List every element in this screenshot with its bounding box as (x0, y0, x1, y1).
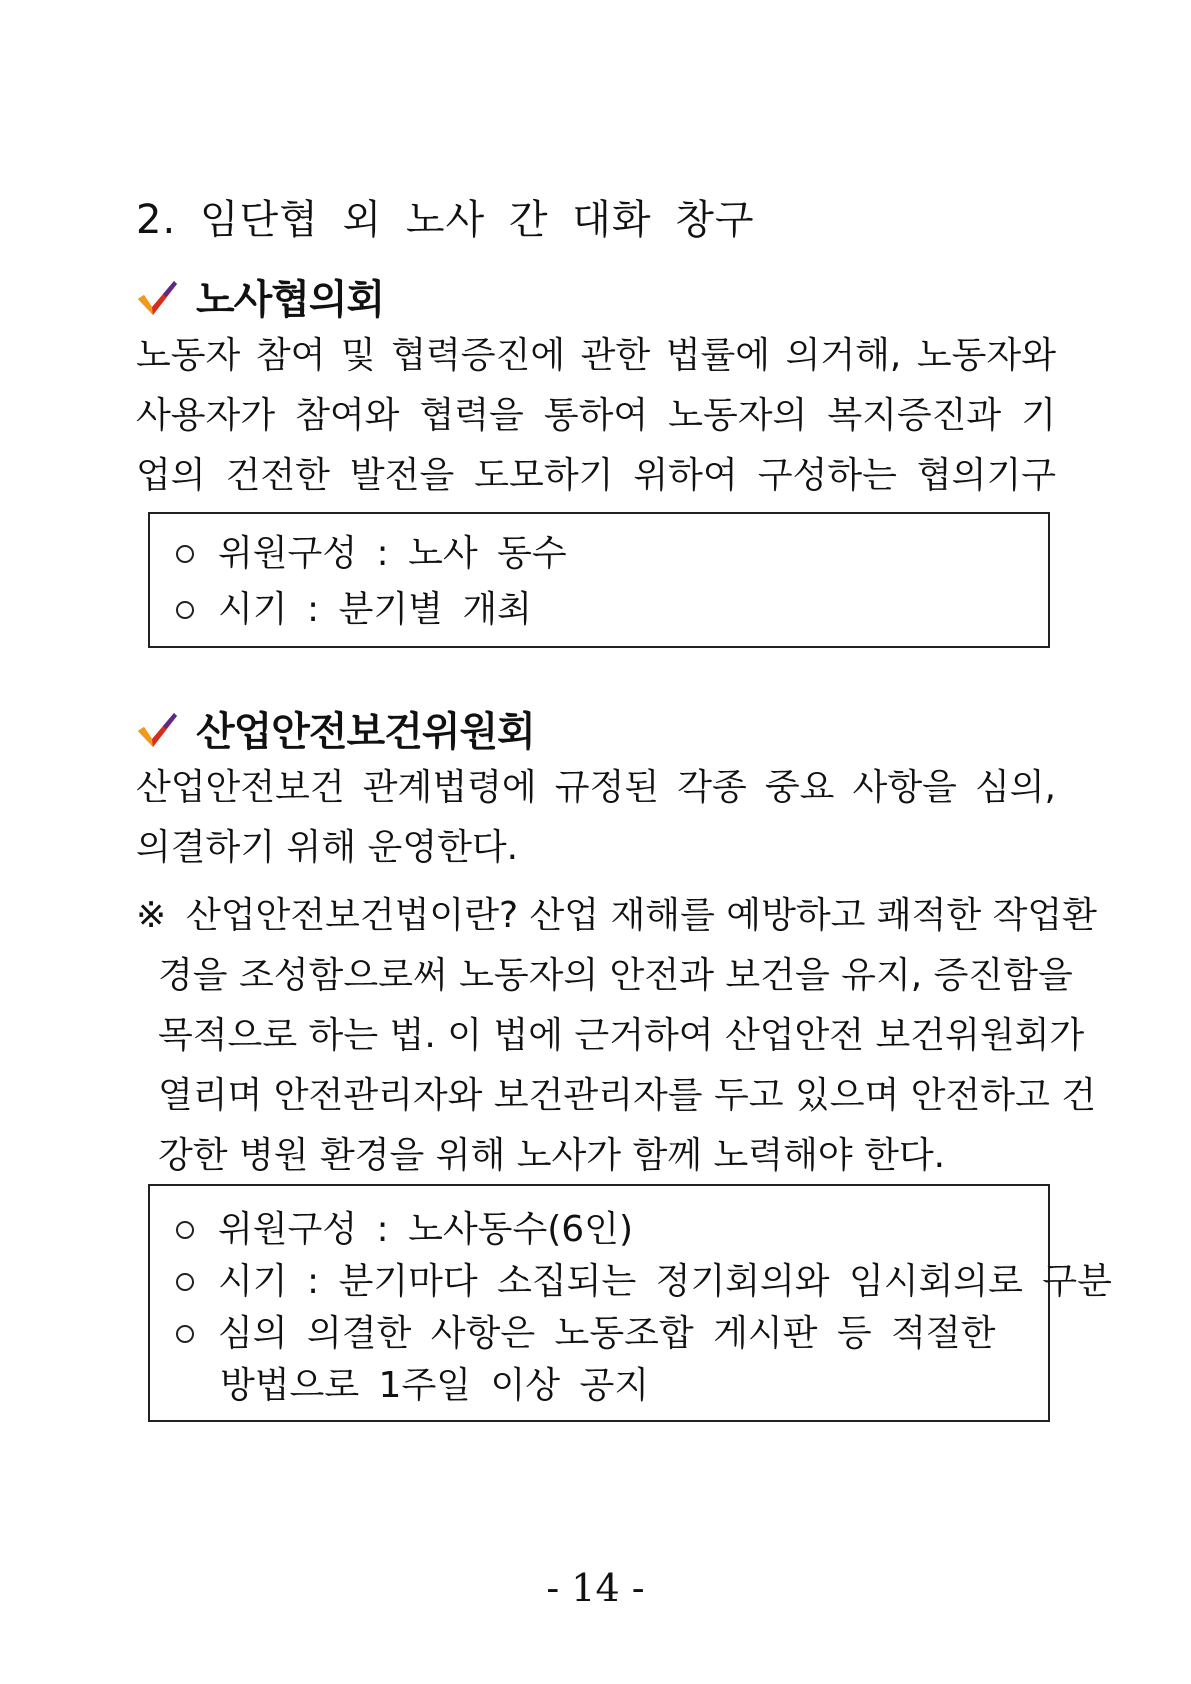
note-line: 목적으로 하는 법. 이 법에 근거하여 산업안전 보건위원회가 (158, 1015, 1085, 1056)
box-item (176, 524, 567, 584)
section-2-description (136, 758, 1056, 878)
box-item (176, 1200, 633, 1260)
circle-bullet-icon (176, 601, 194, 619)
paragraph-line: 업의 건전한 발전을 도모하기 위하여 구성하는 협의기구 (136, 455, 1056, 496)
circle-bullet-icon (176, 1325, 194, 1343)
paragraph-line: 산업안전보건 관계법령에 규정된 각종 중요 사항을 심의, (136, 767, 1056, 808)
section-heading-2 (136, 700, 535, 757)
circle-bullet-icon (176, 1273, 194, 1291)
box-item-text: 시기 : 분기별 개최 (218, 589, 532, 630)
checkmark-icon (136, 709, 178, 749)
box-item (176, 1304, 995, 1364)
box-item-continuation: 방법으로 1주일 이상 공지 (220, 1365, 649, 1406)
paragraph-line: 의결하기 위해 운영한다. (136, 827, 519, 868)
note-line: 산업안전보건법이란? 산업 재해를 예방하고 쾌적한 작업환 (186, 895, 1097, 936)
info-box-2 (148, 1184, 1112, 1422)
note-paragraph (158, 886, 1097, 1186)
page-title: 2. 임단협 외 노사 간 대화 창구 (136, 197, 755, 243)
circle-bullet-icon (176, 1221, 194, 1239)
section-heading-text: 노사협의회 (196, 277, 385, 323)
paragraph-line: 사용자가 참여와 협력을 통하여 노동자의 복지증진과 기 (136, 395, 1056, 436)
note-line: 경을 조성함으로써 노동자의 안전과 보건을 유지, 증진함을 (158, 955, 1073, 996)
box-item-text: 시기 : 분기마다 소집되는 정기회의와 임시회의로 구분 (218, 1261, 1112, 1302)
box-item (176, 1252, 1112, 1312)
box-item-text: 위원구성 : 노사동수(6인) (218, 1209, 633, 1250)
info-box-1 (148, 512, 1050, 648)
circle-bullet-icon (176, 545, 194, 563)
checkmark-icon (136, 277, 178, 317)
paragraph-line: 노동자 참여 및 협력증진에 관한 법률에 의거해, 노동자와 (136, 335, 1056, 376)
reference-mark: ※ (136, 895, 167, 936)
section-heading-1 (136, 268, 384, 325)
section-heading-text: 산업안전보건위원회 (196, 709, 535, 755)
section-1-description (136, 326, 1056, 506)
page-number: - 14 - (546, 1566, 645, 1610)
note-line: 강한 병원 환경을 위해 노사가 함께 노력해야 한다. (158, 1135, 946, 1176)
box-item-text: 위원구성 : 노사 동수 (218, 533, 567, 574)
box-item-text: 심의 의결한 사항은 노동조합 게시판 등 적절한 (218, 1313, 996, 1354)
note-line: 열리며 안전관리자와 보건관리자를 두고 있으며 안전하고 건 (158, 1075, 1097, 1116)
box-item (176, 580, 532, 640)
